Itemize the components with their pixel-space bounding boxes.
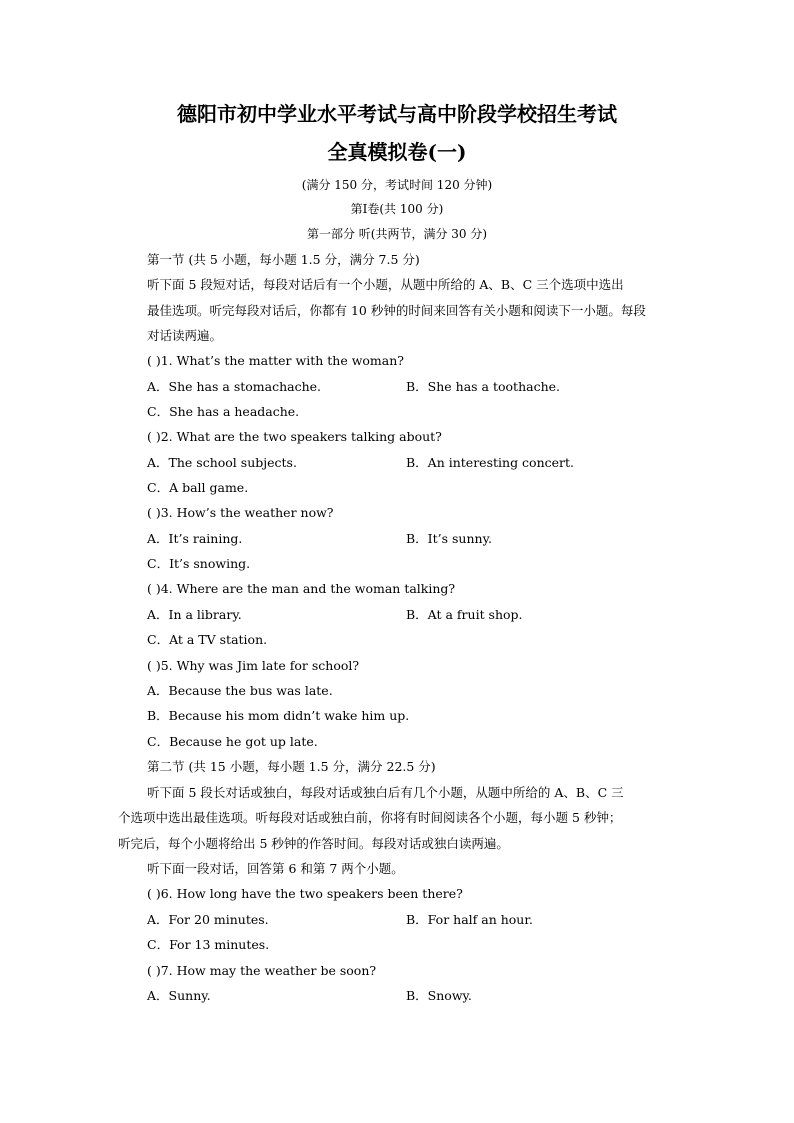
option-b: B．An interesting concert.: [406, 455, 574, 470]
exam-subtitle: 全真模拟卷(一): [327, 140, 467, 164]
section1-instruction-line2: 最佳选项。听完每段对话后，你都有 10 秒钟的时间来回答有关小题和阅读下一小题。每段: [147, 303, 646, 318]
option-c: C．Because he got up late.: [147, 734, 318, 749]
section2-instruction-line3: 听完后，每个小题将给出 5 秒钟的作答时间。每段对话或独白读两遍。: [118, 836, 509, 851]
section1-instruction-line1: 听下面 5 段短对话，每段对话后有一个小题，从题中所给的 A、B、C 三个选项中选出: [147, 277, 624, 292]
option-a: A．Sunny.: [147, 988, 211, 1003]
option-b: B．For half an hour.: [406, 912, 533, 927]
section2-sub-instruction: 听下面一段对话，回答第 6 和第 7 两个小题。: [147, 861, 404, 876]
option-b: B．At a fruit shop.: [406, 607, 523, 622]
section2-title: 第二节 (共 15 小题，每小题 1.5 分，满分 22.5 分): [147, 759, 436, 774]
question-stem: ( )4. Where are the man and the woman talking?: [147, 581, 456, 596]
section1-title: 第一节 (共 5 小题，每小题 1.5 分，满分 7.5 分): [147, 252, 420, 267]
option-c: C．At a TV station.: [147, 632, 268, 647]
exam-title: 德阳市初中学业水平考试与高中阶段学校招生考试: [177, 102, 617, 126]
option-b: B．Because his mom didn’t wake him up.: [147, 708, 410, 723]
option-b: B．She has a toothache.: [406, 379, 561, 394]
option-a: A．Because the bus was late.: [147, 683, 333, 698]
section2-instruction-line2: 个选项中选出最佳选项。听每段对话或独白前，你将有时间阅读各个小题，每小题 5 秒钟；: [118, 810, 622, 825]
option-c: C．A ball game.: [147, 480, 249, 495]
question-stem: ( )5. Why was Jim late for school?: [147, 658, 360, 673]
option-c: C．It’s snowing.: [147, 556, 251, 571]
volume-heading: 第Ⅰ卷(共 100 分): [350, 202, 444, 216]
question-stem: ( )1. What’s the matter with the woman?: [147, 353, 404, 368]
section2-instruction-line1: 听下面 5 段长对话或独白，每段对话或独白后有几个小题，从题中所给的 A、B、C 三: [147, 785, 624, 800]
option-a: A．In a library.: [147, 607, 242, 622]
question-stem: ( )2. What are the two speakers talking about?: [147, 429, 442, 444]
score-info: (满分 150 分，考试时间 120 分钟): [301, 178, 493, 192]
question-stem: ( )3. How’s the weather now?: [147, 505, 334, 520]
option-b: B．It’s sunny.: [406, 531, 492, 546]
question-stem: ( )6. How long have the two speakers been there?: [147, 886, 463, 901]
option-a: A．The school subjects.: [147, 455, 297, 470]
section1-instruction-line3: 对话读两遍。: [147, 328, 223, 343]
part-heading: 第一部分 听(共两节，满分 30 分): [306, 227, 488, 241]
question-stem: ( )7. How may the weather be soon?: [147, 963, 377, 978]
option-c: C．She has a headache.: [147, 404, 300, 419]
option-b: B．Snowy.: [406, 988, 472, 1003]
option-a: A．For 20 minutes.: [147, 912, 269, 927]
option-a: A．It’s raining.: [147, 531, 243, 546]
option-c: C．For 13 minutes.: [147, 937, 270, 952]
option-a: A．She has a stomachache.: [147, 379, 322, 394]
